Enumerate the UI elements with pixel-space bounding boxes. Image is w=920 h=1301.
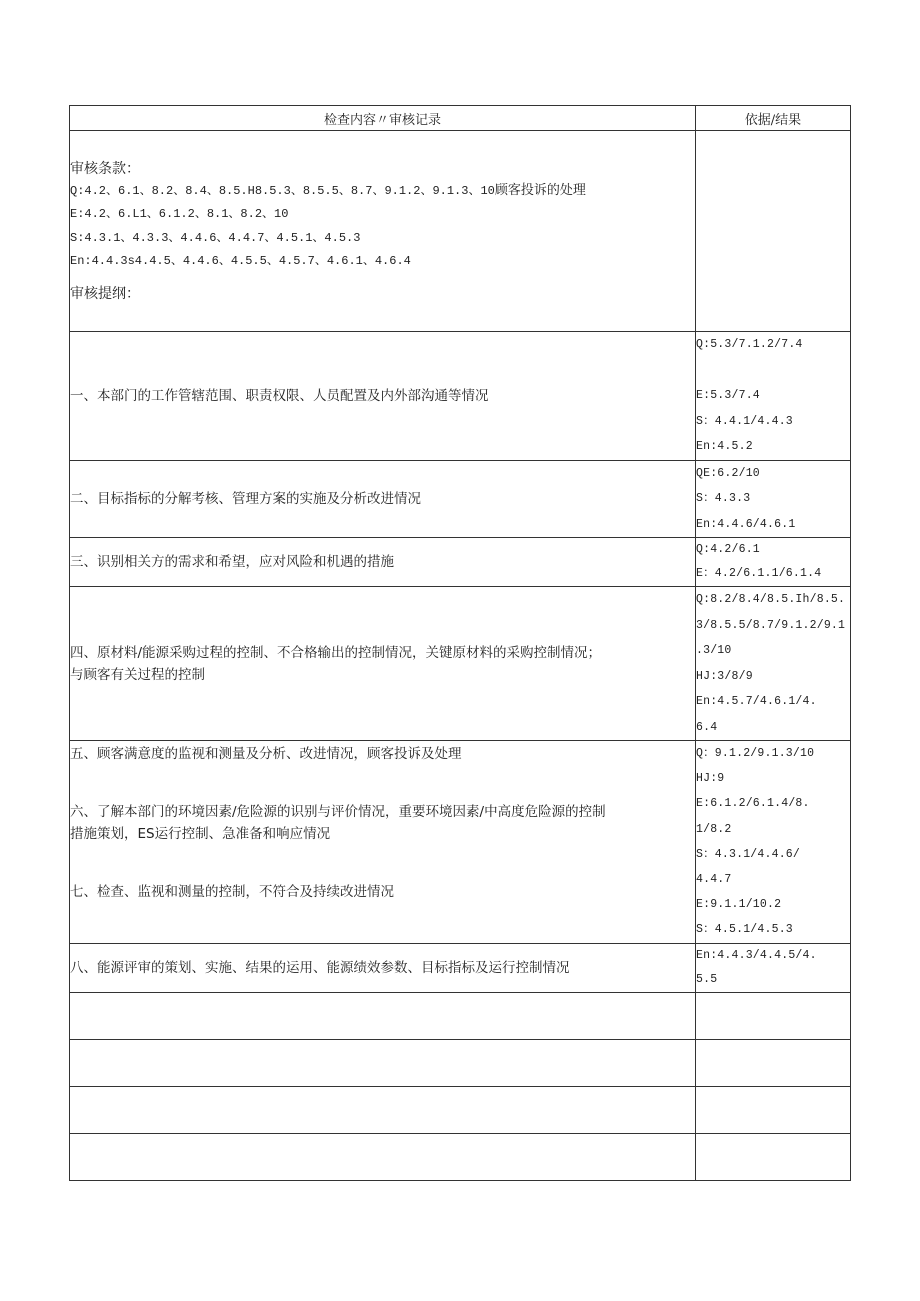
item-row-4	[70, 587, 851, 741]
ref-1-0: Q:5.3/7.1.2/7.4	[696, 338, 803, 351]
ref-8-0: En:4.4.3/4.4.5/4.	[696, 948, 817, 962]
header-content: 检查内容〃审核记录	[70, 106, 696, 131]
clauses-basis-cell	[696, 131, 851, 332]
ref-5-2: E:6.1.2/6.1.4/8.	[696, 797, 810, 811]
item-2-text: 二、目标指标的分解考核、管理方案的实施及分析改进情况	[70, 460, 696, 538]
item-5-text: 五、顾客满意度的监视和测量及分析、改进情况，顾客投诉及处理	[70, 746, 462, 762]
empty-row-4	[70, 1133, 851, 1180]
ref-1-2: E:5.3/7.4	[696, 389, 760, 402]
item-2-refs	[696, 460, 851, 538]
ref-1-4: En:4.5.2	[696, 440, 753, 453]
ref-8-1: 5.5	[696, 972, 718, 986]
clauses-row	[70, 131, 851, 332]
empty-cell	[696, 992, 851, 1039]
clauses-title: 审核条款：	[70, 160, 140, 177]
item-3-refs	[696, 538, 851, 587]
ref-4-2: .3/10	[696, 644, 732, 657]
ref-2-0: QE:6.2/10	[696, 466, 760, 480]
ref-4-3: HJ:3/8/9	[696, 669, 753, 683]
ref-5-0: Q：9.1.2/9.1.3/10	[696, 747, 815, 760]
item-3-text: 三、识别相关方的需求和希望，应对风险和机遇的措施	[70, 538, 696, 587]
item-6-text-line-1: 六、了解本部门的环境因素/危险源的识别与评价情况，重要环境因素/中高度危险源的控制	[70, 804, 606, 820]
ref-4-0: Q:8.2/8.4/8.5.Ih/8.5.	[696, 593, 846, 606]
ref-1-3: S：4.4.1/4.4.3	[696, 414, 793, 428]
header-basis: 依据/结果	[696, 106, 851, 131]
empty-cell	[70, 1039, 696, 1086]
item-row-3	[70, 538, 851, 587]
ref-5-4: S：4.3.1/4.4.6/	[696, 847, 801, 861]
ref-3-1: E：4.2/6.1.1/6.1.4	[696, 567, 822, 580]
ref-5-5: 4.4.7	[696, 873, 732, 887]
items-5-7-refs	[696, 741, 851, 944]
item-row-2	[70, 460, 851, 538]
ref-3-0: Q:4.2/6.1	[696, 543, 760, 556]
ref-4-5: 6.4	[696, 720, 718, 734]
item-6-text-line-2: 措施策划，ES运行控制、急准备和响应情况	[70, 826, 331, 842]
empty-cell	[696, 1133, 851, 1180]
clauses-cell	[70, 131, 696, 332]
outline-title: 审核提纲：	[70, 285, 140, 302]
ref-2-1: S：4.3.3	[696, 492, 751, 505]
items-5-7-text	[70, 741, 696, 944]
ref-5-1: HJ:9	[696, 772, 725, 786]
ref-2-2: En:4.4.6/4.6.1	[696, 517, 796, 531]
empty-cell	[70, 1133, 696, 1180]
ref-5-3: 1/8.2	[696, 822, 732, 836]
item-1-refs	[696, 332, 851, 461]
clause-line-s: S:4.3.1、4.3.3、4.4.6、4.4.7、4.5.1、4.5.3	[70, 230, 361, 245]
empty-cell	[70, 1086, 696, 1133]
empty-cell	[70, 992, 696, 1039]
item-1-text: 一、本部门的工作管辖范围、职责权限、人员配置及内外部沟通等情况	[70, 332, 696, 461]
empty-cell	[696, 1039, 851, 1086]
header-row	[70, 106, 851, 131]
item-4-refs	[696, 587, 851, 741]
item-8-text: 八、能源评审的策划、实施、结果的运用、能源绩效参数、目标指标及运行控制情况	[70, 943, 696, 992]
empty-row-2	[70, 1039, 851, 1086]
clause-tail-q: 顾客投诉的处理	[494, 182, 586, 198]
item-row-1	[70, 332, 851, 461]
empty-cell	[696, 1086, 851, 1133]
ref-1-1	[696, 358, 850, 384]
item-4-line-2: 与顾客有关过程的控制	[70, 666, 205, 683]
clause-line-q	[70, 179, 695, 204]
item-7-text: 七、检查、监视和测量的控制，不符合及持续改进情况	[70, 884, 394, 900]
clause-code-q: Q:4.2、6.1、8.2、8.4、8.5.H8.5.3、8.5.5、8.7、9.1.2、9.1.3、10	[70, 183, 495, 198]
item-row-8	[70, 943, 851, 992]
ref-4-4: En:4.5.7/4.6.1/4.	[696, 695, 817, 708]
empty-row-3	[70, 1086, 851, 1133]
ref-5-6: E:9.1.1/10.2	[696, 898, 782, 912]
empty-row-1	[70, 992, 851, 1039]
item-8-refs	[696, 943, 851, 992]
ref-5-7: S：4.5.1/4.5.3	[696, 923, 793, 937]
item-row-5-7	[70, 741, 851, 944]
clause-line-e: E:4.2、6.L1、6.1.2、8.1、8.2、10	[70, 207, 289, 221]
audit-checklist-table	[69, 105, 851, 1181]
ref-4-1: 3/8.5.5/8.7/9.1.2/9.1	[696, 618, 846, 632]
item-4-text	[70, 587, 696, 741]
clause-line-en: En:4.4.3s4.4.5、4.4.6、4.5.5、4.5.7、4.6.1、4.6.4	[70, 254, 411, 268]
item-4-line-1: 四、原材料/能源采购过程的控制、不合格输出的控制情况，关键原材料的采购控制情况；	[70, 644, 602, 661]
